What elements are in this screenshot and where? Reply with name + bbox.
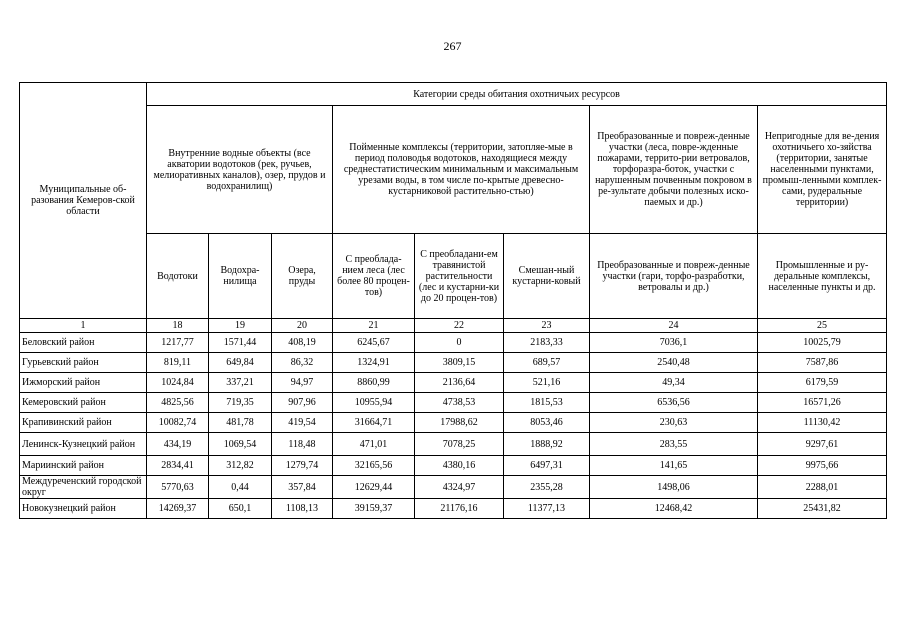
row-value-col-18: 5770,63 <box>147 476 209 499</box>
row-value-col-24: 49,34 <box>590 373 758 393</box>
row-municipality-name: Беловский район <box>20 333 147 353</box>
row-municipality-name: Ижморский район <box>20 373 147 393</box>
row-value-col-24: 2540,48 <box>590 353 758 373</box>
header-sub-mixed-shrub: Смешан-ный кустарни-ковый <box>504 234 590 319</box>
row-value-col-21: 1324,91 <box>333 353 415 373</box>
column-number: 18 <box>147 319 209 333</box>
row-value-col-20: 357,84 <box>272 476 333 499</box>
header-sub-watercourses: Водотоки <box>147 234 209 319</box>
column-number: 25 <box>758 319 887 333</box>
row-value-col-20: 419,54 <box>272 413 333 433</box>
row-value-col-25: 25431,82 <box>758 499 887 519</box>
row-municipality-name: Гурьевский район <box>20 353 147 373</box>
column-number: 19 <box>209 319 272 333</box>
row-value-col-25: 2288,01 <box>758 476 887 499</box>
table-row <box>20 456 887 476</box>
row-value-col-21: 8860,99 <box>333 373 415 393</box>
row-value-col-23: 11377,13 <box>504 499 590 519</box>
row-value-col-20: 94,97 <box>272 373 333 393</box>
row-value-col-22: 21176,16 <box>415 499 504 519</box>
header-sub-forest: С преоблада-нием леса (лес более 80 процен-тов) <box>333 234 415 319</box>
table-row <box>20 413 887 433</box>
table-row <box>20 433 887 456</box>
header-group-floodplain: Пойменные комплексы (территории, затопляе-мые в период половодья водотоков, находящиеся между среднестатистическим минимальным и максимальным урезами воды, в том числе по-крытые древесно-кустарниковой растительно-стью) <box>333 106 590 234</box>
row-value-col-24: 283,55 <box>590 433 758 456</box>
table-row <box>20 353 887 373</box>
row-municipality-name: Крапивинский район <box>20 413 147 433</box>
row-value-col-22: 4324,97 <box>415 476 504 499</box>
row-value-col-22: 17988,62 <box>415 413 504 433</box>
row-municipality-name: Ленинск-Кузнецкий район <box>20 433 147 456</box>
row-value-col-21: 12629,44 <box>333 476 415 499</box>
header-sub-lakes: Озера, пруды <box>272 234 333 319</box>
row-municipality-name: Новокузнецкий район <box>20 499 147 519</box>
row-value-col-25: 6179,59 <box>758 373 887 393</box>
row-value-col-19: 649,84 <box>209 353 272 373</box>
row-value-col-23: 1815,53 <box>504 393 590 413</box>
header-group-inland-water: Внутренние водные объекты (все акватории водотоков (рек, ручьев, мелиоративных каналов), озер, прудов и водохранилищ) <box>147 106 333 234</box>
header-sub-reservoirs: Водохра-нилища <box>209 234 272 319</box>
column-number: 1 <box>20 319 147 333</box>
row-value-col-19: 719,35 <box>209 393 272 413</box>
column-number: 24 <box>590 319 758 333</box>
row-value-col-22: 4380,16 <box>415 456 504 476</box>
habitat-categories-table <box>19 82 887 519</box>
table-body <box>20 333 887 519</box>
row-value-col-24: 141,65 <box>590 456 758 476</box>
column-number: 20 <box>272 319 333 333</box>
row-value-col-19: 0,44 <box>209 476 272 499</box>
row-municipality-name: Кемеровский район <box>20 393 147 413</box>
header-sub-industrial: Промышленные и ру-деральные комплексы, населенные пункты и др. <box>758 234 887 319</box>
row-value-col-23: 6497,31 <box>504 456 590 476</box>
row-value-col-23: 2355,28 <box>504 476 590 499</box>
row-value-col-19: 312,82 <box>209 456 272 476</box>
row-value-col-22: 0 <box>415 333 504 353</box>
row-value-col-20: 1279,74 <box>272 456 333 476</box>
page-number: 267 <box>443 39 462 53</box>
row-value-col-21: 39159,37 <box>333 499 415 519</box>
row-value-col-18: 14269,37 <box>147 499 209 519</box>
row-value-col-19: 1571,44 <box>209 333 272 353</box>
row-value-col-25: 9975,66 <box>758 456 887 476</box>
row-value-col-18: 1024,84 <box>147 373 209 393</box>
row-value-col-20: 907,96 <box>272 393 333 413</box>
row-value-col-19: 337,21 <box>209 373 272 393</box>
row-value-col-23: 8053,46 <box>504 413 590 433</box>
header-sub-transformed: Преобразованные и повреж-денные участки (гари, торфо-разработки, ветровалы и др.) <box>590 234 758 319</box>
row-value-col-18: 1217,77 <box>147 333 209 353</box>
row-value-col-22: 2136,64 <box>415 373 504 393</box>
row-value-col-23: 2183,33 <box>504 333 590 353</box>
row-value-col-23: 689,57 <box>504 353 590 373</box>
row-value-col-23: 1888,92 <box>504 433 590 456</box>
table-row <box>20 476 887 499</box>
header-sub-grass: С преобладани-ем травянистой растительности (лес и кустарни-ки до 20 процен-тов) <box>415 234 504 319</box>
column-number: 22 <box>415 319 504 333</box>
row-value-col-18: 434,19 <box>147 433 209 456</box>
row-value-col-25: 9297,61 <box>758 433 887 456</box>
row-value-col-18: 2834,41 <box>147 456 209 476</box>
header-categories: Категории среды обитания охотничьих ресурсов <box>147 83 887 106</box>
row-value-col-22: 7078,25 <box>415 433 504 456</box>
header-municipal: Муниципальные об-разования Кемеров-ской области <box>20 83 147 319</box>
row-value-col-18: 4825,56 <box>147 393 209 413</box>
row-value-col-19: 650,1 <box>209 499 272 519</box>
row-value-col-19: 1069,54 <box>209 433 272 456</box>
header-group-unsuitable: Непригодные для ве-дения охотничьего хо-зяйства (территории, занятые населенными пунктами, промыш-ленными комплек-сами, рудеральные территории) <box>758 106 887 234</box>
row-value-col-21: 6245,67 <box>333 333 415 353</box>
row-value-col-22: 4738,53 <box>415 393 504 413</box>
row-value-col-20: 86,32 <box>272 353 333 373</box>
row-value-col-24: 6536,56 <box>590 393 758 413</box>
row-value-col-23: 521,16 <box>504 373 590 393</box>
row-value-col-21: 31664,71 <box>333 413 415 433</box>
row-value-col-18: 10082,74 <box>147 413 209 433</box>
row-value-col-24: 12468,42 <box>590 499 758 519</box>
row-value-col-21: 32165,56 <box>333 456 415 476</box>
row-value-col-20: 408,19 <box>272 333 333 353</box>
row-value-col-21: 471,01 <box>333 433 415 456</box>
row-value-col-25: 11130,42 <box>758 413 887 433</box>
table-row <box>20 373 887 393</box>
row-value-col-24: 1498,06 <box>590 476 758 499</box>
table-row <box>20 333 887 353</box>
row-value-col-25: 7587,86 <box>758 353 887 373</box>
row-municipality-name: Междуреченский городской округ <box>20 476 147 499</box>
table-row <box>20 393 887 413</box>
row-value-col-20: 118,48 <box>272 433 333 456</box>
header-group-transformed: Преобразованные и повреж-денные участки (леса, повре-жденные пожарами, террито-рии ветровалов, торфоразра-боток, участки с нарушенным почвенным покровом в ре-зультате добычи полезных иско-паемых и др.) <box>590 106 758 234</box>
column-number: 23 <box>504 319 590 333</box>
row-value-col-19: 481,78 <box>209 413 272 433</box>
row-value-col-24: 230,63 <box>590 413 758 433</box>
row-value-col-25: 16571,26 <box>758 393 887 413</box>
row-value-col-18: 819,11 <box>147 353 209 373</box>
row-value-col-24: 7036,1 <box>590 333 758 353</box>
column-number: 21 <box>333 319 415 333</box>
row-value-col-20: 1108,13 <box>272 499 333 519</box>
table-row <box>20 499 887 519</box>
row-municipality-name: Мариинский район <box>20 456 147 476</box>
row-value-col-21: 10955,94 <box>333 393 415 413</box>
row-value-col-22: 3809,15 <box>415 353 504 373</box>
row-value-col-25: 10025,79 <box>758 333 887 353</box>
